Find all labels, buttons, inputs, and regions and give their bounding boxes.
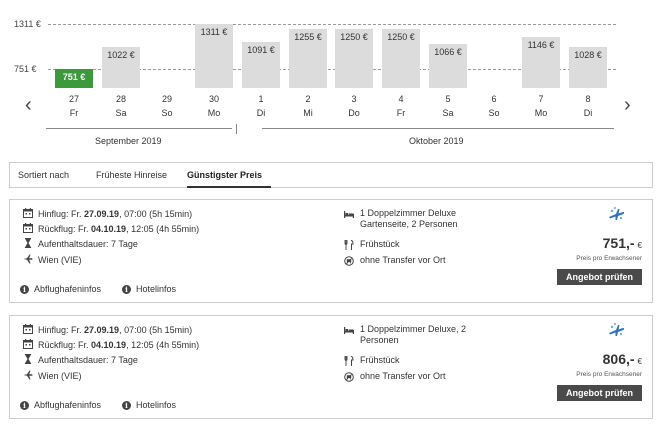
calendar-day[interactable] (242, 92, 280, 120)
chevron-left-icon[interactable]: ‹ (25, 94, 32, 116)
month-label-october: Oktober 2019 (409, 136, 464, 146)
info-icon: i (122, 401, 131, 410)
weekday: Mo (534, 108, 548, 118)
price-bar[interactable] (55, 69, 93, 88)
day-number: 6 (491, 94, 497, 104)
price-bar-label: 1028 € (574, 49, 602, 60)
day-number: 30 (208, 94, 219, 104)
board-info: Frühstück (344, 239, 400, 250)
airplane-icon (23, 254, 33, 264)
price-calendar-chart (0, 0, 667, 150)
price-bar[interactable] (289, 29, 327, 89)
max-price-line (48, 24, 616, 25)
calendar-icon (23, 339, 33, 349)
day-number: 1 (258, 94, 264, 104)
price-bar[interactable] (522, 37, 560, 88)
airline-logo-icon (606, 205, 626, 223)
price-note: Preis pro Erwachsener (576, 255, 642, 262)
weekday: Do (348, 108, 360, 118)
calendar-day[interactable] (195, 92, 233, 120)
return-flight: Rückflug: Fr. 04.10.19, 12:05 (4h 55min) (23, 223, 199, 235)
return-flight: Rückflug: Fr. 04.10.19, 12:05 (4h 55min) (23, 339, 199, 351)
board-info: Frühstück (344, 355, 400, 366)
transfer-info: ohne Transfer vor Ort (344, 371, 446, 382)
y-label-max: 1311 € (14, 19, 41, 29)
calendar-day[interactable] (569, 92, 607, 120)
day-number: 7 (538, 94, 544, 104)
day-number: 28 (115, 94, 126, 104)
calendar-day[interactable] (289, 92, 327, 120)
active-sort-underline (187, 186, 271, 188)
room-info: 1 Doppelzimmer Deluxe Gartenseite, 2 Personen (344, 208, 479, 230)
calendar-icon (23, 223, 33, 233)
weekday: Fr (69, 108, 79, 118)
price-note: Preis pro Erwachsener (576, 371, 642, 378)
weekday: Sa (442, 108, 454, 118)
calendar-icon (23, 208, 33, 218)
airline-logo-icon (606, 321, 626, 339)
outbound-flight: Hinflug: Fr. 27.09.19, 07:00 (5h 15min) (23, 208, 192, 220)
transfer-info: ohne Transfer vor Ort (344, 255, 446, 266)
price-bar-label: 1255 € (294, 31, 322, 42)
offer-price: 751,- € (602, 235, 642, 251)
calendar-day[interactable] (102, 92, 140, 120)
day-number: 5 (445, 94, 451, 104)
departure-airport: Wien (VIE) (23, 254, 82, 266)
weekday: Di (256, 108, 266, 118)
weekday: Mi (303, 108, 313, 118)
day-number: 4 (398, 94, 404, 104)
weekday: So (488, 108, 500, 118)
hotel-info-link[interactable]: i Hotelinfos (122, 400, 176, 410)
calendar-day[interactable] (475, 92, 513, 120)
offer-card (9, 199, 653, 303)
calendar-day[interactable] (382, 92, 420, 120)
y-label-min: 751 € (14, 64, 37, 74)
departure-airport: Wien (VIE) (23, 370, 82, 382)
sort-option-earliest[interactable]: Früheste Hinreise (96, 170, 168, 180)
offer-price: 806,- € (602, 351, 642, 367)
weekday: Fr (396, 108, 406, 118)
month-line-september (46, 128, 232, 129)
day-number: 29 (161, 94, 172, 104)
stay-duration: Aufenthaltsdauer: 7 Tage (23, 238, 138, 250)
calendar-day[interactable] (148, 92, 186, 120)
chevron-right-icon[interactable]: › (624, 94, 631, 116)
price-bar-label: 1066 € (434, 46, 462, 57)
calendar-icon (23, 324, 33, 334)
hourglass-icon (23, 238, 33, 248)
cutlery-icon (344, 240, 354, 250)
no-transfer-icon (344, 256, 354, 266)
calendar-day[interactable] (429, 92, 467, 120)
weekday: Sa (115, 108, 127, 118)
month-separator (236, 124, 237, 134)
room-info: 1 Doppelzimmer Deluxe, 2 Personen (344, 324, 479, 346)
calendar-day[interactable] (522, 92, 560, 120)
price-bar[interactable] (102, 47, 140, 88)
info-icon: i (122, 285, 131, 294)
price-bar-label: 1146 € (527, 40, 555, 51)
price-bar[interactable] (335, 29, 373, 88)
day-number: 2 (305, 94, 311, 104)
price-bar[interactable] (569, 47, 607, 88)
airplane-icon (23, 370, 33, 380)
price-bar-label: 1250 € (387, 31, 415, 42)
month-label-september: September 2019 (95, 136, 162, 146)
price-bar[interactable] (382, 29, 420, 88)
info-icon: i (20, 285, 29, 294)
price-bar[interactable] (242, 42, 280, 88)
no-transfer-icon (344, 372, 354, 382)
airport-info-link[interactable]: i Abflughafeninfos (20, 400, 101, 410)
day-number: 3 (351, 94, 357, 104)
sort-bar (9, 162, 653, 188)
weekday: Mo (207, 108, 221, 118)
day-number: 27 (68, 94, 79, 104)
hotel-info-link[interactable]: i Hotelinfos (122, 284, 176, 294)
calendar-day[interactable] (335, 92, 373, 120)
price-bar-label: 1091 € (247, 44, 275, 55)
sort-label: Sortiert nach (18, 170, 70, 180)
bed-icon (344, 209, 354, 219)
outbound-flight: Hinflug: Fr. 27.09.19, 07:00 (5h 15min) (23, 324, 192, 336)
offer-card (9, 315, 653, 419)
price-bar[interactable] (429, 44, 467, 88)
sort-option-cheapest[interactable]: Günstigster Preis (187, 170, 263, 180)
stay-duration: Aufenthaltsdauer: 7 Tage (23, 354, 138, 366)
month-line-october (262, 128, 614, 129)
price-bar-label: 1250 € (340, 31, 368, 42)
airport-info-link[interactable]: i Abflughafeninfos (20, 284, 101, 294)
hourglass-icon (23, 354, 33, 364)
check-offer-button[interactable]: Angebot prüfen (557, 269, 642, 285)
price-bar-label: 1311 € (200, 27, 228, 37)
day-number: 8 (585, 94, 591, 104)
bed-icon (344, 325, 354, 335)
price-bar[interactable] (195, 24, 233, 88)
weekday: So (161, 108, 173, 118)
check-offer-button[interactable]: Angebot prüfen (557, 385, 642, 401)
info-icon: i (20, 401, 29, 410)
price-bar-label: 751 € (62, 72, 86, 82)
cutlery-icon (344, 356, 354, 366)
calendar-day[interactable] (55, 92, 93, 120)
price-bar-label: 1022 € (107, 50, 135, 61)
weekday: Di (583, 108, 593, 118)
